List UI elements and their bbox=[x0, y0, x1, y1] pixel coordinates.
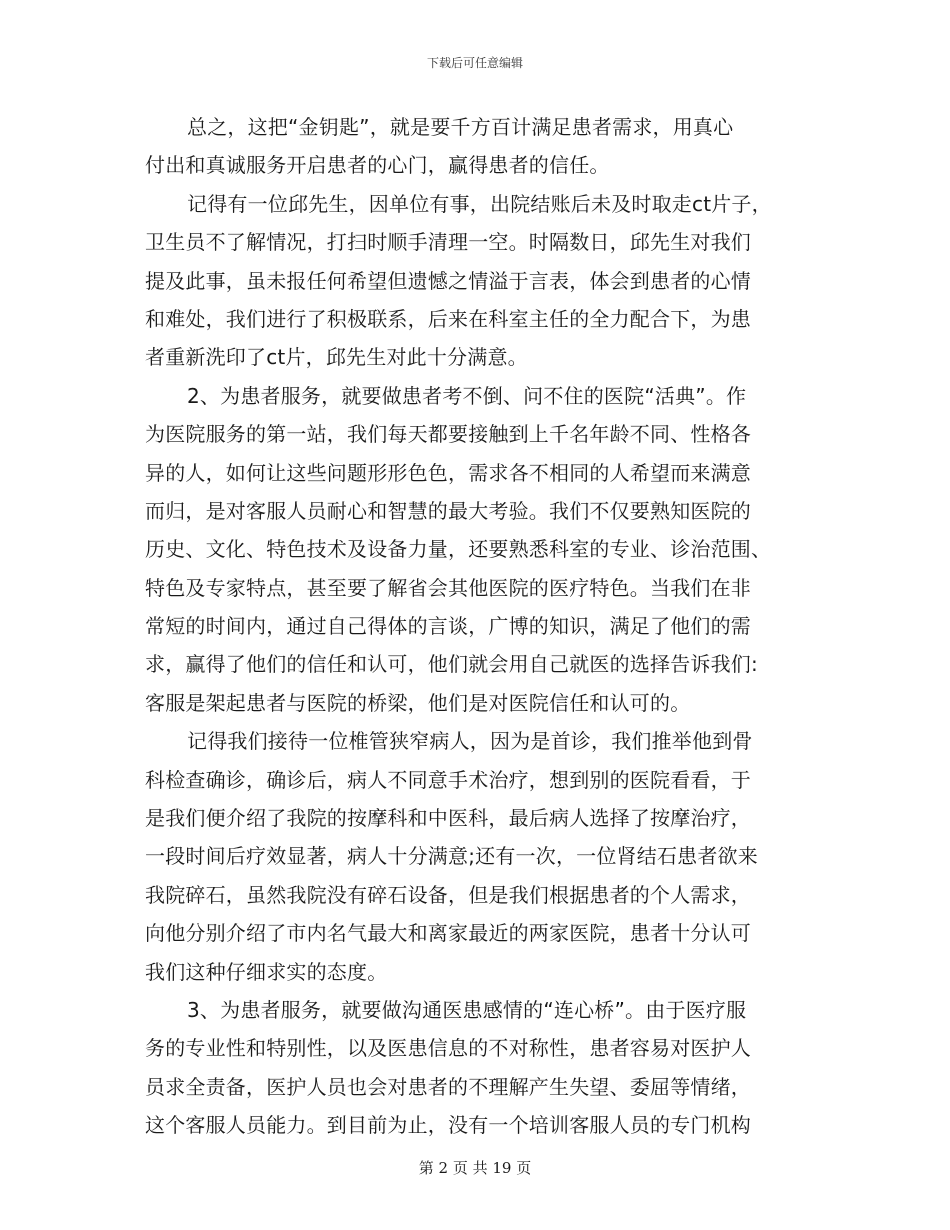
page-number: 第 2 页 共 19 页 bbox=[418, 1159, 532, 1177]
text-line: 记得我们接待一位椎管狭窄病人，因为是首诊，我们推举他到骨 bbox=[187, 729, 753, 754]
text-line: 卫生员不了解情况，打扫时顺手清理一空。时隔数日，邱先生对我们 bbox=[145, 230, 751, 255]
text-line: 我院碎石，虽然我院没有碎石设备，但是我们根据患者的个人需求， bbox=[145, 882, 751, 907]
text-line: 者重新洗印了ct片，邱先生对此十分满意。 bbox=[145, 345, 528, 370]
text-line: 提及此事，虽未报任何希望但遗憾之情溢于言表，体会到患者的心情 bbox=[145, 268, 751, 293]
text-line: 是我们便介绍了我院的按摩科和中医科，最后病人选择了按摩治疗， bbox=[145, 806, 751, 831]
text-line: 3、为患者服务，就要做沟通医患感情的“连心桥”。由于医疗服 bbox=[187, 997, 747, 1022]
text-line: 总之，这把“金钥匙”，就是要千方百计满足患者需求，用真心 bbox=[187, 115, 734, 139]
text-line: 科检查确诊，确诊后，病人不同意手术治疗，想到别的医院看看，于 bbox=[145, 767, 751, 792]
text-line: 务的专业性和特别性，以及医患信息的不对称性，患者容易对医护人 bbox=[145, 1036, 751, 1061]
text-line: 客服是架起患者与医院的桥梁，他们是对医院信任和认可的。 bbox=[145, 690, 691, 715]
text-line: 一段时间后疗效显著，病人十分满意;还有一次，一位肾结石患者欲来 bbox=[145, 844, 758, 869]
page-header: 下载后可任意编辑 bbox=[426, 56, 523, 70]
text-line: 异的人，如何让这些问题形形色色，需求各不相同的人希望而来满意 bbox=[145, 460, 751, 485]
text-line: 这个客服人员能力。到目前为止，没有一个培训客服人员的专门机构 bbox=[145, 1113, 751, 1138]
text-line: 和难处，我们进行了积极联系，后来在科室主任的全力配合下，为患 bbox=[145, 306, 751, 331]
text-line: 历史、文化、特色技术及设备力量，还要熟悉科室的专业、诊治范围、 bbox=[145, 537, 772, 562]
text-line: 付出和真诚服务开启患者的心门，赢得患者的信任。 bbox=[145, 153, 610, 178]
text-line: 常短的时间内，通过自己得体的言谈，广博的知识，满足了他们的需 bbox=[145, 614, 751, 639]
text-line: 特色及专家特点，甚至要了解省会其他医院的医疗特色。当我们在非 bbox=[145, 575, 751, 600]
text-line: 为医院服务的第一站，我们每天都要接触到上千名年龄不同、性格各 bbox=[145, 422, 751, 447]
text-line: 向他分别介绍了市内名气最大和离家最近的两家医院，患者十分认可 bbox=[145, 921, 751, 946]
text-line: 员求全责备，医护人员也会对患者的不理解产生失望、委屈等情绪， bbox=[145, 1074, 751, 1099]
text-line: 我们这种仔细求实的态度。 bbox=[145, 959, 388, 984]
document-body bbox=[145, 108, 813, 1145]
text-line: 而归，是对客服人员耐心和智慧的最大考验。我们不仅要熟知医院的 bbox=[145, 498, 751, 523]
text-line: 记得有一位邱先生，因单位有事，出院结账后未及时取走ct片子， bbox=[187, 191, 772, 216]
text-line: 2、为患者服务，就要做患者考不倒、问不住的医院“活典”。作 bbox=[187, 383, 747, 408]
text-line: 求，赢得了他们的信任和认可，他们就会用自己就医的选择告诉我们: bbox=[145, 652, 758, 677]
